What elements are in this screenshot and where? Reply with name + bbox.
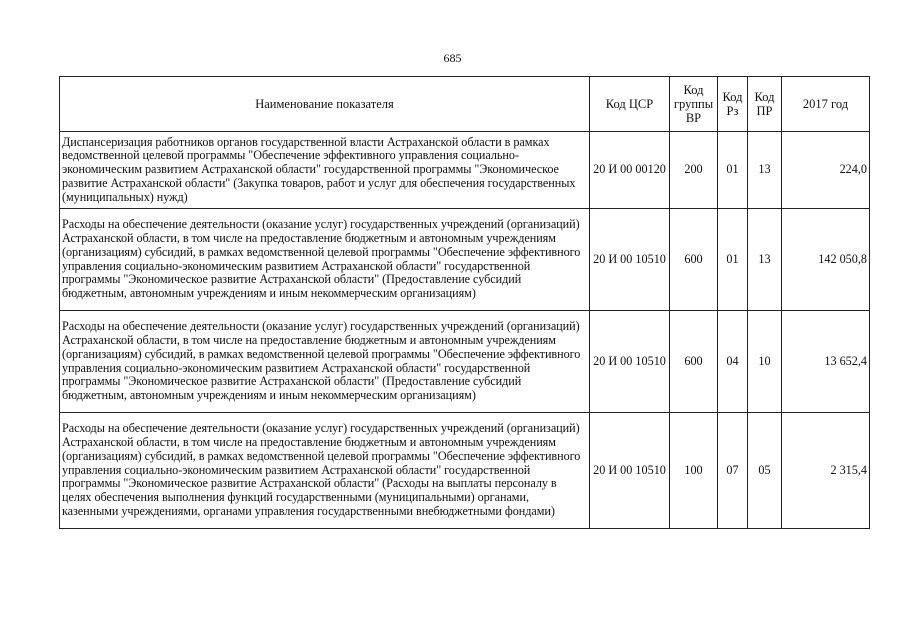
row-pr-code: 10 — [748, 311, 782, 413]
row-name: Диспансеризация работников органов государственной власти Астраханской области в рамках ведомственной целевой программы "Обеспечение эффективного управления социально-экономическим развитием Астраханской области" государственной программы "Экономическое развитие Астраханской области" (Закупка товаров, работ и услуг для обеспечения государственных (муниципальных) нужд) — [60, 132, 590, 209]
row-pr-code: 13 — [748, 209, 782, 311]
table-row — [60, 311, 870, 413]
row-rz-code: 01 — [718, 132, 748, 209]
row-pr-code: 05 — [748, 413, 782, 529]
header-csr: Код ЦСР — [590, 77, 670, 132]
row-csr-code: 20 И 00 10510 — [590, 413, 670, 529]
row-vr-code: 200 — [670, 132, 718, 209]
table-row — [60, 413, 870, 529]
row-amount: 224,0 — [782, 132, 870, 209]
row-csr-code: 20 И 00 10510 — [590, 209, 670, 311]
row-csr-code: 20 И 00 00120 — [590, 132, 670, 209]
table-row — [60, 132, 870, 209]
header-year: 2017 год — [782, 77, 870, 132]
row-amount: 142 050,8 — [782, 209, 870, 311]
row-name: Расходы на обеспечение деятельности (оказание услуг) государственных учреждений (организаций) Астраханской области, в том числе на предоставление бюджетным и автономным учреждениям (организациям) субсидий, в рамках ведомственной целевой программы "Обеспечение эффективного управления социально-экономическим развитием Астраханской области" государственной программы "Экономическое развитие Астраханской области" (Расходы на выплаты персоналу в целях обеспечения выполнения функций государственными (муниципальными) органами, казенными учреждениями, органами управления государственными внебюджетными фондами) — [60, 413, 590, 529]
page-number: 685 — [443, 51, 462, 65]
row-amount: 2 315,4 — [782, 413, 870, 529]
row-rz-code: 01 — [718, 209, 748, 311]
header-rz: Код Рз — [718, 77, 748, 132]
row-vr-code: 600 — [670, 209, 718, 311]
row-amount: 13 652,4 — [782, 311, 870, 413]
row-name: Расходы на обеспечение деятельности (оказание услуг) государственных учреждений (организаций) Астраханской области, в том числе на предоставление бюджетным и автономным учреждениям (организациям) субсидий, в рамках ведомственной целевой программы "Обеспечение эффективного управления социально-экономическим развитием Астраханской области" государственной программы "Экономическое развитие Астраханской области" (Предоставление субсидий бюджетным, автономным учреждениям и иным некоммерческим организациям) — [60, 209, 590, 311]
header-name: Наименование показателя — [60, 77, 590, 132]
row-csr-code: 20 И 00 10510 — [590, 311, 670, 413]
header-row — [60, 77, 870, 132]
row-rz-code: 04 — [718, 311, 748, 413]
row-vr-code: 600 — [670, 311, 718, 413]
budget-table — [59, 76, 870, 529]
row-name: Расходы на обеспечение деятельности (оказание услуг) государственных учреждений (организаций) Астраханской области, в том числе на предоставление бюджетным и автономным учреждениям (организациям) субсидий, в рамках ведомственной целевой программы "Обеспечение эффективного управления социально-экономическим развитием Астраханской области" государственной программы "Экономическое развитие Астраханской области" (Предоставление субсидий бюджетным, автономным учреждениям и иным некоммерческим организациям) — [60, 311, 590, 413]
row-vr-code: 100 — [670, 413, 718, 529]
table-row — [60, 209, 870, 311]
header-vr: Код группы ВР — [670, 77, 718, 132]
header-pr: Код ПР — [748, 77, 782, 132]
row-pr-code: 13 — [748, 132, 782, 209]
row-rz-code: 07 — [718, 413, 748, 529]
